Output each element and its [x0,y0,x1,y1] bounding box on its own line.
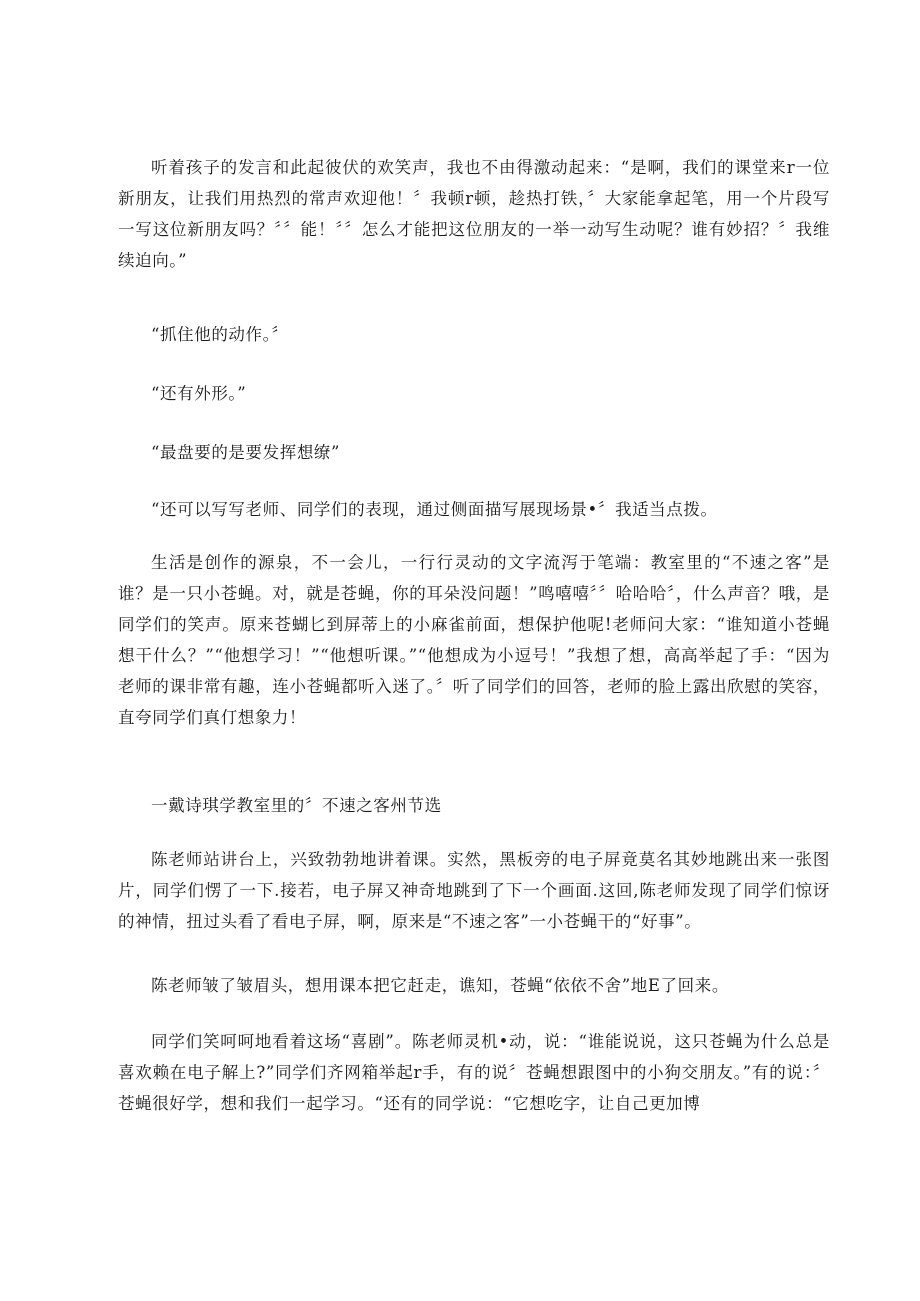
paragraph-answer-imagination: “最盘要的是要发挥想缭” [151,443,341,462]
paragraph-student-writing-2: 陈老师站讲台上，兴致勃勃地讲着课。实然，黑板旁的电子屏竟莫名其妙地跳出来一张图片，同学们愣了一下.接若，电子屏又神奇地跳到了下一个画面.这回,陈老师发现了同学们惊讶的神情，扭过头看了看电子屏，啊，原来是“不速之客”一小苍蝇干的“好事”。 [118,850,830,931]
paragraph-teacher-frown: 陈老师皱了皱眉头，想用课本把它赶走，谯知，苍蝇“依依不舍”地E了回来。 [151,976,729,995]
paragraph-class-laughter: 同学们笑呵呵地看着这场“喜剧”。陈老师灵机•动，说：“谁能说说，这只苍蝇为什么总是喜欢赖在电子解上?”同学们齐网箱举起r手，有的说〞苍蝇想跟图中的小狗交朋友。”有的说：〞苍蝇很好学，想和我们一起学习。“还有的同学说：“它想吃字，让自己更加博 [118,1032,830,1113]
paragraph-teacher-reaction: 听着孩子的发言和此起彼伏的欢笑声，我也不由得激动起来：“是啊，我们的课堂来r一位新朋友，让我们用热烈的常声欢迎他！〞我顿r顿，趁热打铁，〞大家能拿起笔，用一个片段写一写这位新朋友吗？〞〞能！〞〞怎么才能把这位朋友的一举一动写生动呢？谁有妙招？〞我维续迫向。” [118,158,830,270]
paragraph-answer-side-description: “还可以写写老师、同学们的表现，通过侧面描写展现场景•〞我适当点拨。 [151,500,718,519]
paragraph-answer-appearance: “还有外形。” [151,384,247,403]
paragraph-student-writing-1: 生活是创作的源泉，不一会儿，一行行灵动的文字流泻于笔端：教室里的“不速之客”是谁？是一只小苍蝇。对，就是苍蝇，你的耳朵没问题！”鸣嘻嘻〞〞哈哈哈〞，什么声音？哦，是同学们的笑声。原来苍蝴匕到屏蒂上的小麻雀前面，想保护他呢!老师问大家：“谁知道小苍蝇想干什么？”“他想学习！”“他想听课。”“他想成为小逗号！”我想了想，高高举起了手：“因为老师的课非常有趣，连小苍蝇都听入迷了。〞听了同学们的回答，老师的脸上露出欣慰的笑容，直夸同学们真仃想象力！ [118,553,830,727]
paragraph-answer-action: “抓住他的动作。〞 [151,325,289,344]
paragraph-excerpt-credit: 一戴诗琪学教室里的〞不速之客州节选 [151,796,442,815]
